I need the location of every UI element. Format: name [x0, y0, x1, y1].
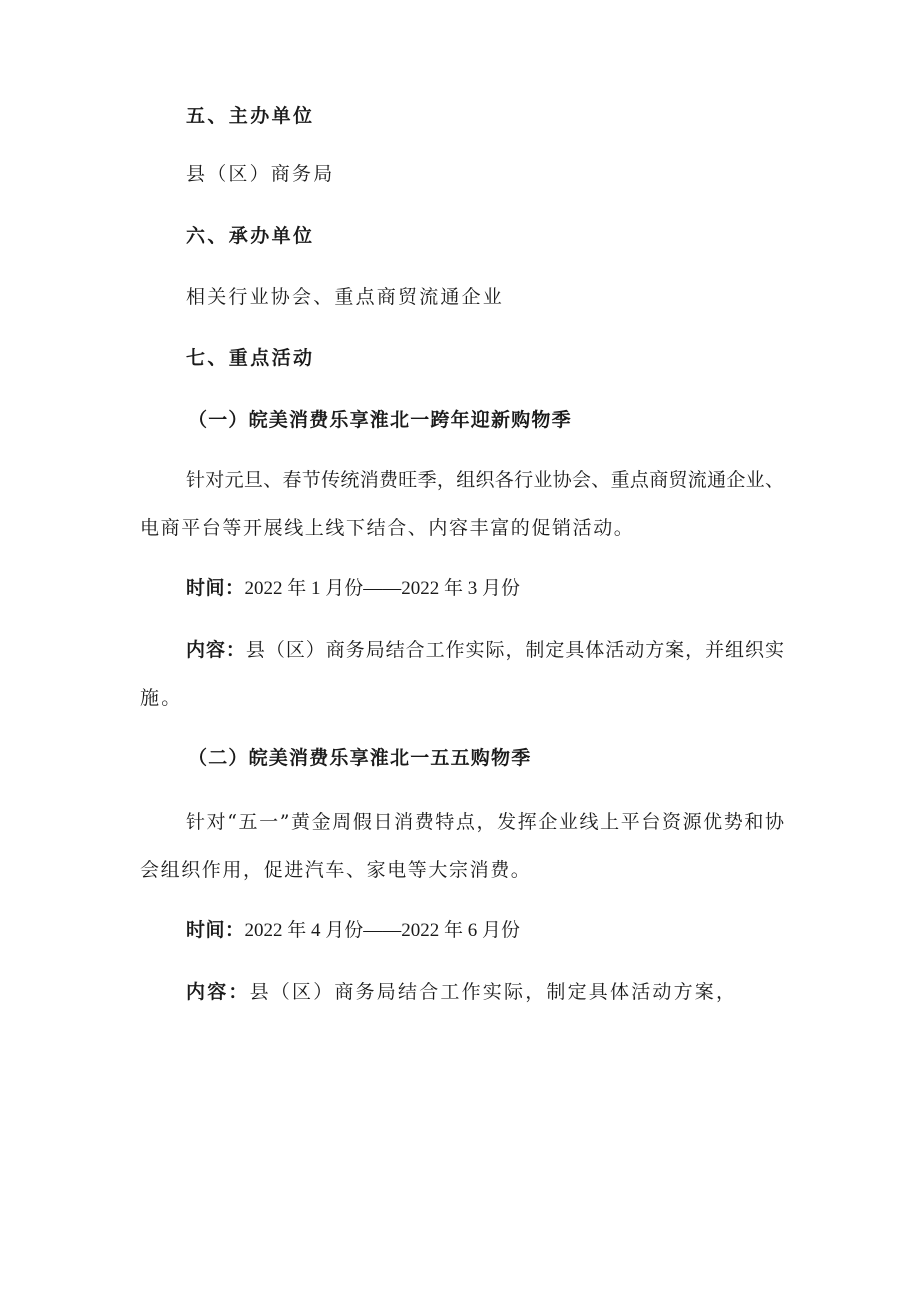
activity-2-content-line1 — [186, 980, 737, 1004]
activity-2-time-label: 时间： — [186, 919, 245, 941]
activity-1-content-line2: 施。 — [140, 687, 183, 709]
activity-2-time-value: 2022 年 4 月份——2022 年 6 月份 — [244, 920, 521, 941]
activity-2-content-label: 内容： — [186, 981, 250, 1003]
activity-2-desc-line2: 会组织作用，促进汽车、家电等大宗消费。 — [140, 859, 532, 881]
activity-1-content-line1 — [186, 638, 784, 662]
section-6-body: 相关行业协会、重点商贸流通企业 — [186, 286, 505, 308]
activity-1-time-label: 时间： — [186, 577, 245, 599]
activity-2-desc-line1: 针对“五一”黄金周假日消费特点，发挥企业线上平台资源优势和协 — [186, 811, 784, 833]
activity-2-content-text: 县（区）商务局结合工作实际，制定具体活动方案， — [249, 981, 738, 1003]
activity-1-content-text: 县（区）商务局结合工作实际，制定具体活动方案，并组织实 — [245, 639, 784, 661]
activity-1-time — [186, 576, 520, 601]
activity-2-title: （二）皖美消费乐享淮北一五五购物季 — [188, 747, 532, 769]
activity-2-time — [186, 918, 520, 943]
activity-1-time-value: 2022 年 1 月份——2022 年 3 月份 — [244, 578, 521, 599]
section-5-heading: 五、主办单位 — [186, 105, 315, 127]
section-5-body: 县（区）商务局 — [186, 163, 335, 185]
section-6-heading: 六、承办单位 — [186, 225, 315, 247]
activity-1-content-label: 内容： — [186, 639, 246, 661]
activity-1-title: （一）皖美消费乐享淮北一跨年迎新购物季 — [188, 409, 572, 431]
activity-1-desc-line2: 电商平台等开展线上线下结合、内容丰富的促销活动。 — [140, 517, 635, 539]
activity-1-desc-line1: 针对元旦、春节传统消费旺季，组织各行业协会、重点商贸流通企业、 — [186, 469, 784, 491]
section-7-heading: 七、重点活动 — [186, 347, 315, 369]
